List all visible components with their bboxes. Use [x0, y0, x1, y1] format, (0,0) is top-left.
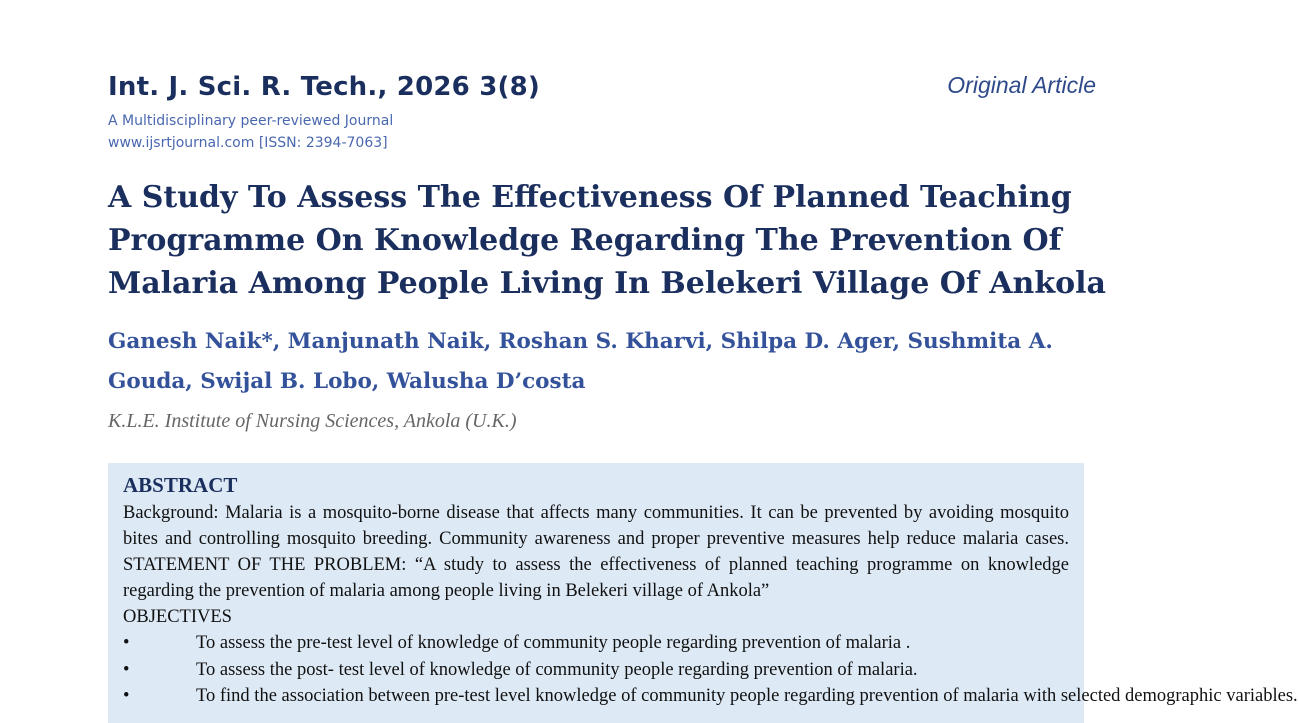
journal-title: Int. J. Sci. R. Tech., 2026 3(8): [108, 72, 540, 102]
bullet-icon: •: [123, 686, 130, 706]
objectives-list: [123, 630, 1298, 710]
author-list: Ganesh Naik*, Manjunath Naik, Roshan S. Kharvi, Shilpa D. Ager, Sushmita A. Gouda, Swijal B. Lobo, Walusha D’costa: [108, 329, 1053, 394]
abstract-section: [108, 463, 1298, 723]
abstract-heading: ABSTRACT: [123, 473, 238, 497]
list-item: [123, 657, 1069, 684]
objectives-heading: OBJECTIVES: [123, 607, 232, 627]
journal-subtitle: A Multidisciplinary peer-reviewed Journal: [108, 113, 394, 129]
journal-website: www.ijsrtjournal.com [ISSN: 2394-7063]: [108, 135, 388, 151]
paper-title: A Study To Assess The Effectiveness Of Planned Teaching Programme On Knowledge Regarding The Prevention Of Malaria Among People Living In Belekeri Village Of Ankola: [108, 180, 1106, 301]
article-type-label: Original Article: [947, 72, 1096, 98]
objective-text: To find the association between pre-test level knowledge of community people regarding prevention of malaria with selected demographic variables.: [196, 686, 1298, 706]
objective-text: To assess the pre-test level of knowledge of community people regarding prevention of malaria .: [196, 633, 911, 653]
bullet-icon: •: [123, 659, 130, 680]
objective-text: To assess the post- test level of knowledge of community people regarding prevention of malaria.: [196, 659, 918, 680]
list-item: [123, 683, 1298, 710]
list-item: [123, 630, 1069, 657]
author-affiliation: K.L.E. Institute of Nursing Sciences, Ankola (U.K.): [108, 410, 517, 432]
bullet-icon: •: [123, 633, 130, 653]
abstract-body: Background: Malaria is a mosquito-borne disease that affects many communities. It can be prevented by avoiding mosquito bites and controlling mosquito breeding. Community awareness and proper preventive measures help reduce malaria cases. STATEMENT OF THE PROBLEM: “A study to assess the effectiveness of planned teaching programme on knowledge regarding the prevention of malaria among people living in Belekeri village of Ankola”: [123, 503, 1069, 601]
